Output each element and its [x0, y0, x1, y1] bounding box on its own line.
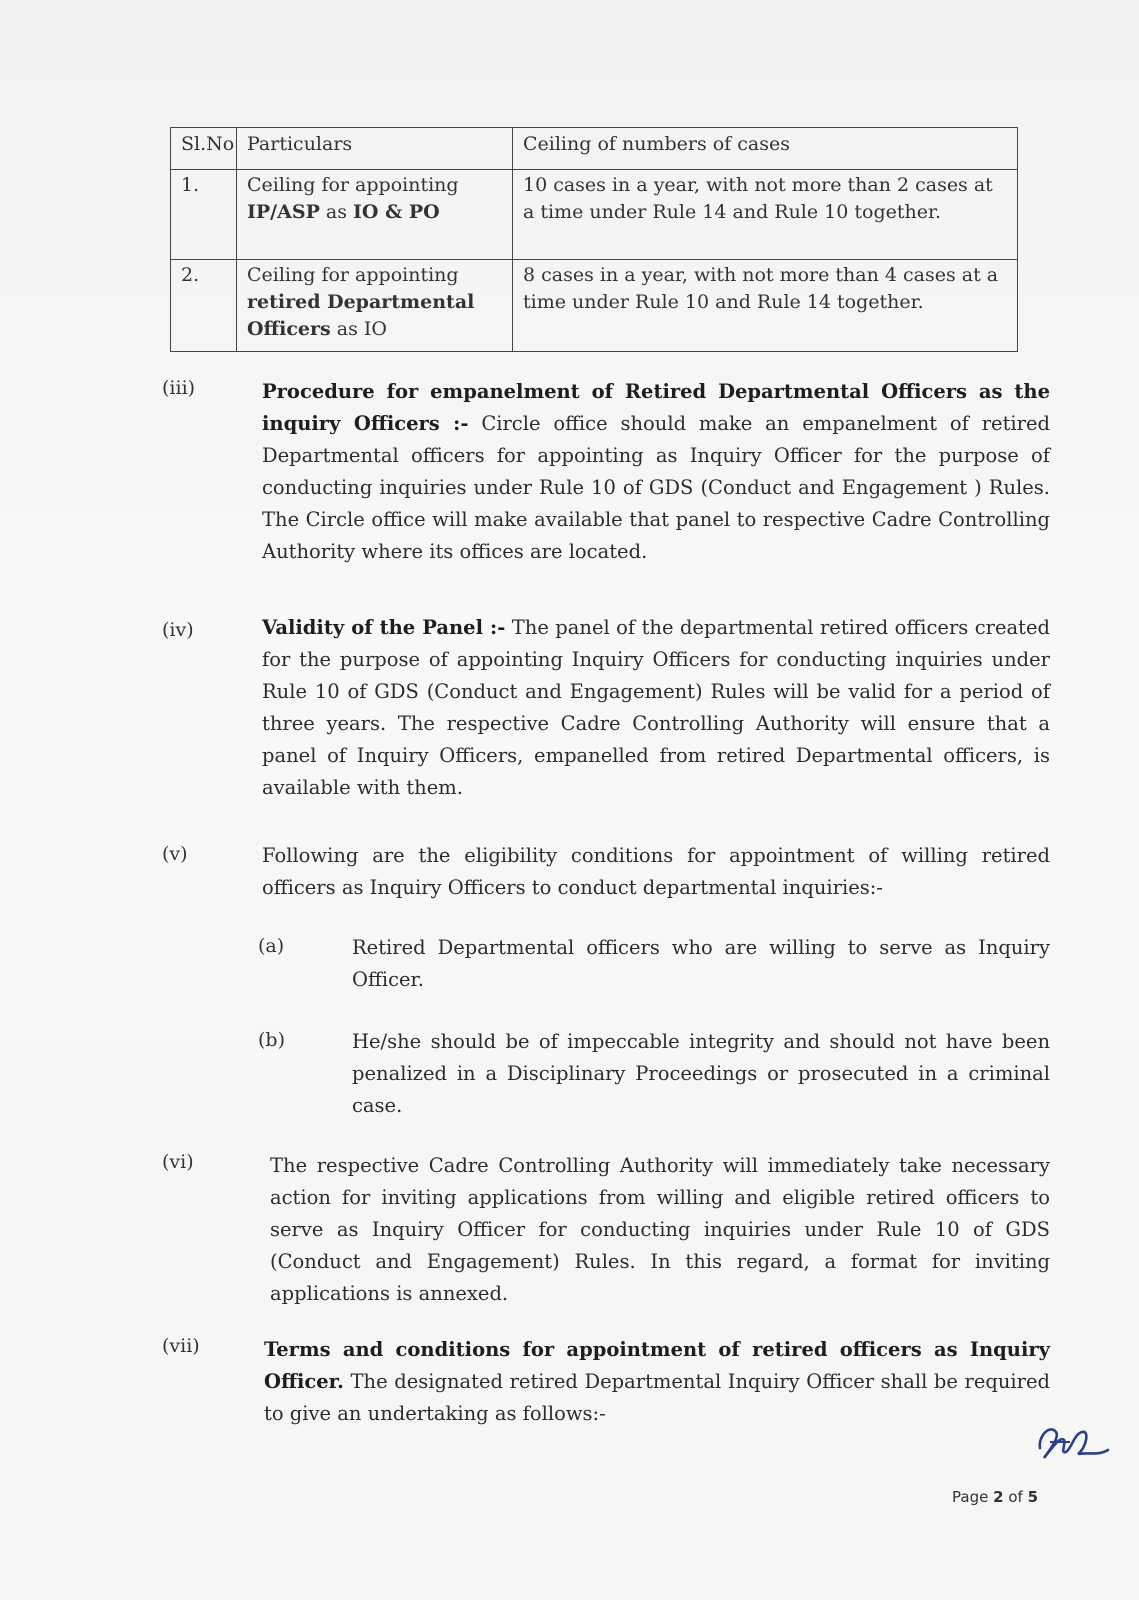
page-prefix: Page: [952, 1488, 989, 1506]
particulars-mid: as IO: [336, 318, 387, 340]
particulars-bold: IP/ASP: [247, 201, 320, 223]
section-number: (iii): [162, 377, 196, 399]
row-particulars: [237, 260, 513, 352]
page-number: [952, 1488, 1038, 1506]
section-number: (iv): [162, 619, 194, 641]
particulars-bold: IO & PO: [353, 201, 440, 223]
row-particulars: [237, 170, 513, 260]
list-item-label: (a): [258, 935, 285, 957]
table-row: [171, 170, 1018, 260]
section-heading: Validity of the Panel :-: [262, 616, 506, 639]
ceiling-table: [170, 127, 1018, 352]
signature-initials-icon: [1030, 1418, 1110, 1466]
section-text: Circle office should make an empanelment of retired Departmental officers for appointing as Inquiry Officer for the purpose of conducting inquiries under Rule 10 of GDS (Conduct and Engagement ) Rules. The Circle office will make available that panel to respective Cadre Controlling Authority where its offices are located.: [262, 412, 1051, 563]
row-sl: 2.: [171, 260, 237, 352]
list-item: Retired Departmental officers who are willing to serve as Inquiry Officer.: [352, 936, 1050, 991]
section-text: The designated retired Departmental Inquiry Officer shall be required to give an undertaking as follows:-: [264, 1370, 1051, 1425]
particulars-text: Ceiling for appointing: [247, 264, 459, 286]
table-header-row: [171, 128, 1018, 170]
row-ceiling: 10 cases in a year, with not more than 2 cases at a time under Rule 14 and Rule 10 together.: [513, 170, 1018, 260]
section-heading: Procedure for empanelment of Retired Departmental Officers as the inquiry Officers :-: [262, 380, 1050, 435]
section-text: The respective Cadre Controlling Authority will immediately take necessary action for inviting applications from willing and eligible retired officers to serve as Inquiry Officer for conducting inquiries under Rule 10 of GDS (Conduct and Engagement) Rules. In this regard, a format for inviting applications is annexed.: [270, 1154, 1050, 1305]
header-ceiling: Ceiling of numbers of cases: [513, 128, 1018, 170]
section-heading: Terms and conditions for appointment of retired officers as Inquiry Officer.: [264, 1338, 1050, 1393]
particulars-mid: as: [325, 201, 347, 223]
particulars-bold: retired Departmental Officers: [247, 291, 475, 340]
row-ceiling: 8 cases in a year, with not more than 4 cases at a time under Rule 10 and Rule 14 together.: [513, 260, 1018, 352]
list-item: He/she should be of impeccable integrity and should not have been penalized in a Disciplinary Proceedings or prosecuted in a criminal case.: [352, 1030, 1050, 1117]
row-sl: 1.: [171, 170, 237, 260]
section-body: [262, 376, 1050, 568]
table-row: [171, 260, 1018, 352]
header-particulars: Particulars: [237, 128, 513, 170]
section-number: (v): [162, 843, 188, 865]
header-sl-no: Sl.No: [171, 128, 237, 170]
page-total: 5: [1027, 1488, 1039, 1506]
page-current: 2: [993, 1488, 1004, 1506]
page-of: of: [1008, 1488, 1023, 1506]
particulars-text: Ceiling for appointing: [247, 174, 459, 196]
section-body: [262, 612, 1050, 804]
section-body: [264, 1334, 1050, 1430]
section-number: (vi): [162, 1151, 194, 1173]
section-text: Following are the eligibility conditions for appointment of willing retired officers as Inquiry Officers to conduct departmental inquiries:-: [262, 844, 1050, 899]
section-number: (vii): [162, 1335, 200, 1357]
section-text: The panel of the departmental retired officers created for the purpose of appointing Inquiry Officers for conducting inquiries under Rule 10 of GDS (Conduct and Engagement) Rules will be valid for a period of three years. The respective Cadre Controlling Authority will ensure that a panel of Inquiry Officers, empanelled from retired Departmental officers, is available with them.: [262, 616, 1050, 799]
list-item-label: (b): [258, 1029, 285, 1051]
